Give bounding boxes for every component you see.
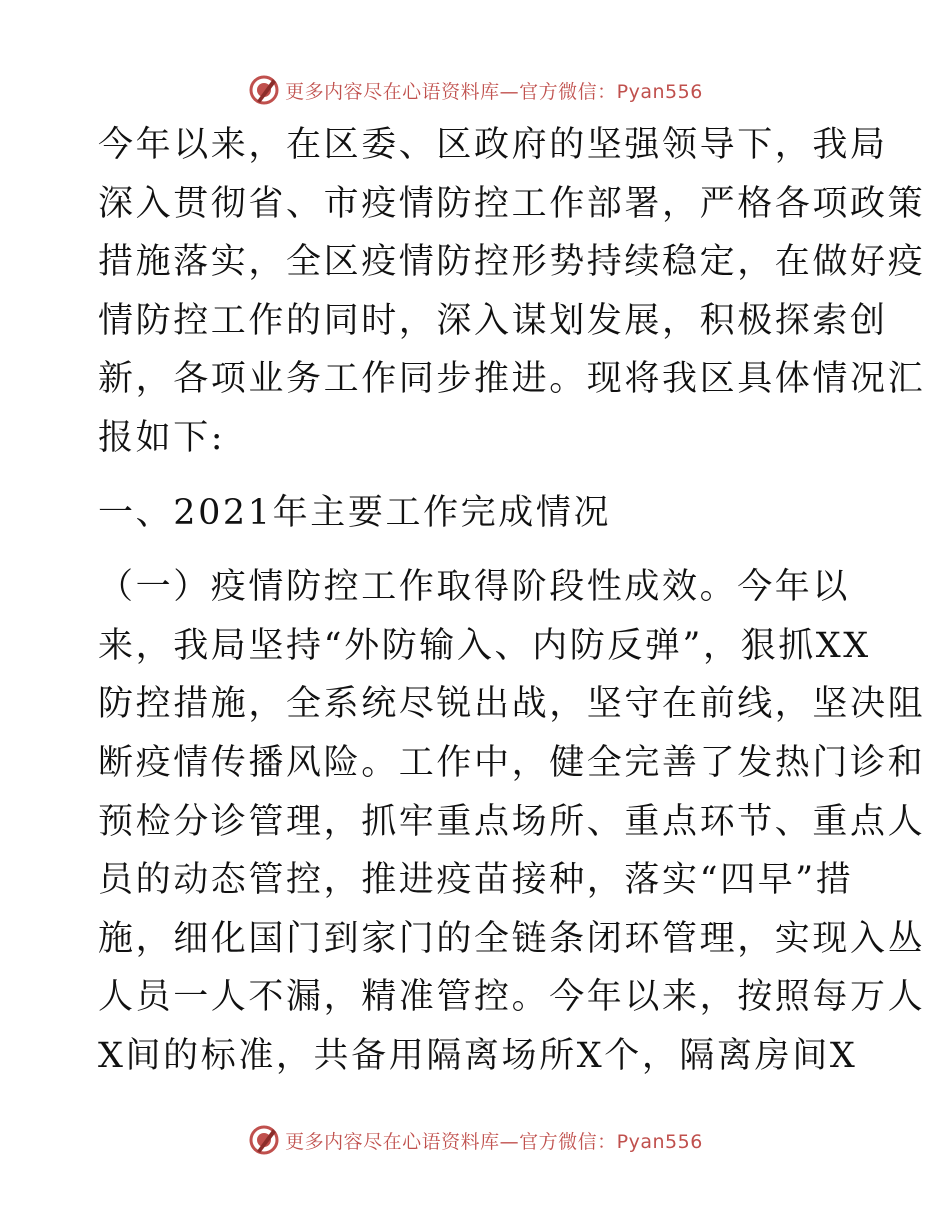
- pen-seal-icon: [247, 73, 281, 107]
- paragraph-line: 施，细化国门到家门的全链条闭环管理，实现入丛: [98, 918, 926, 959]
- header-watermark-text: 更多内容尽在心语资料库—官方微信：Pyan556: [285, 80, 703, 103]
- document-body: [98, 116, 926, 1086]
- paragraph-line: （一）疫情防控工作取得阶段性成效。今年以: [98, 567, 851, 608]
- paragraph-line: 情防控工作的同时，深入谋划发展，积极探索创: [98, 300, 888, 341]
- footer-watermark-text: 更多内容尽在心语资料库—官方微信：Pyan556: [285, 1130, 703, 1153]
- paragraph-line: 深入贯彻省、市疫情防控工作部署，严格各项政策: [98, 183, 926, 224]
- paragraph-line: 防控措施，全系统尽锐出战，坚守在前线，坚决阻: [98, 684, 926, 725]
- paragraph-line: 人员一人不漏，精准管控。今年以来，按照每万人: [98, 977, 926, 1018]
- paragraph-line: 今年以来，在区委、区政府的坚强领导下，我局: [98, 125, 888, 165]
- paragraph-line: 报如下:: [98, 417, 226, 458]
- paragraph-line: 新，各项业务工作同步推进。现将我区具体情况汇: [98, 359, 926, 400]
- paragraph-line: 断疫情传播风险。工作中，健全完善了发热门诊和: [98, 742, 926, 783]
- paragraph-line: X间的标准，共备用隔离场所X个，隔离房间X: [98, 1035, 858, 1076]
- pen-seal-icon: [247, 1123, 281, 1157]
- section-heading: 一、2021年主要工作完成情况: [98, 492, 612, 533]
- header-watermark-banner: [0, 70, 950, 110]
- paragraph-line: 措施落实，全区疫情防控形势持续稳定，在做好疫: [98, 242, 926, 283]
- paragraph-line: 员的动态管控，推进疫苗接种，落实“四早”措: [98, 860, 854, 901]
- footer-watermark-banner: [0, 1120, 950, 1160]
- paragraph-line: 预检分诊管理，抓牢重点场所、重点环节、重点人: [98, 801, 926, 842]
- paragraph-line: 来，我局坚持“外防输入、内防反弹”，狠抓XX: [98, 625, 871, 666]
